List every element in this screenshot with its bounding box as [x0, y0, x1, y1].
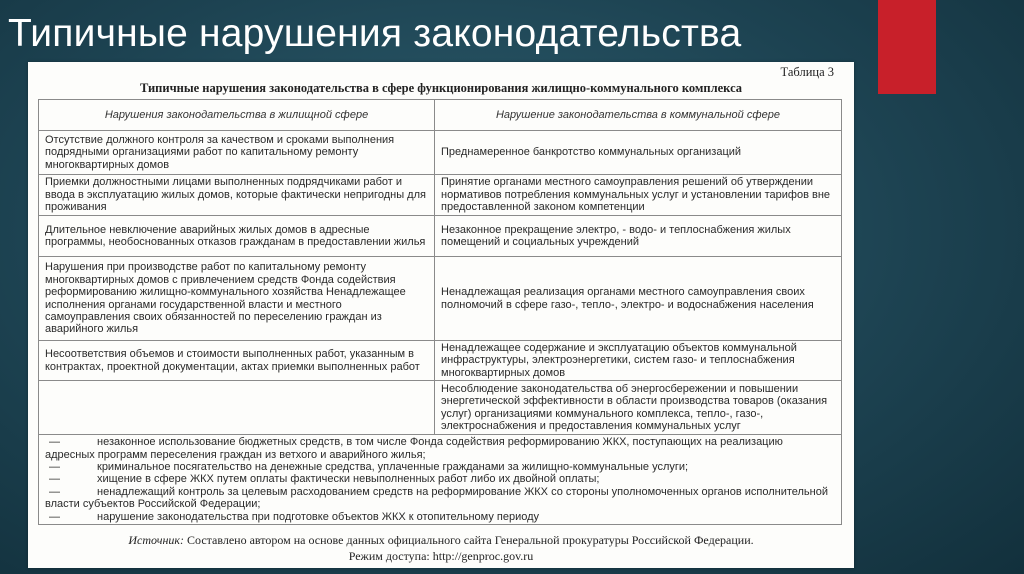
bullet-row — [39, 435, 842, 525]
dash-marker: — — [49, 485, 60, 498]
housing-violation-cell — [39, 381, 435, 435]
bullet-text: незаконное использование бюджетных средств, в том числе Фонда содействия реформированию ЖКХ, поступающих на реализацию адресных программ переселения граждан из ветхого и аварийного жилья; — [45, 436, 783, 461]
bullet-list-cell — [39, 435, 842, 525]
dash-marker: — — [49, 436, 60, 449]
red-accent-bar — [878, 0, 936, 94]
dash-marker: — — [49, 461, 60, 474]
housing-violation-cell: Длительное невключение аварийных жилых домов в адресные программы, необоснованных отказов гражданам в предоставлении жилья — [39, 216, 435, 257]
table-number: Таблица 3 — [780, 65, 834, 79]
document-scan — [28, 62, 854, 568]
housing-violation-cell: Нарушения при производстве работ по капитальному ремонту многоквартирных домов с привлечением средств Фонда содействия реформированию жилищно-коммунального хозяйства Ненадлежащее исполнения органами государственной власти и местного самоуправления своих обязанностей по переселению граждан из аварийного жилья — [39, 257, 435, 341]
bullet-item — [45, 461, 835, 473]
bullet-text: криминальное посягательство на денежные средства, уплаченные гражданами за жилищно-коммунальные услуги; — [97, 461, 689, 474]
table-caption: Типичные нарушения законодательства в сфере функционирования жилищно-коммунального комплекса — [139, 81, 743, 95]
housing-violation-cell: Отсутствие должного контроля за качеством и сроками выполнения подрядными организациями работ по капитальному ремонту многоквартирных домов — [39, 131, 435, 175]
table-row — [39, 131, 842, 175]
communal-violation-cell: Несоблюдение законодательства об энергосбережении и повышении энергетической эффективности в области производства товаров (оказания услуг) организациями коммунального комплекса, тепло-, газо-, электроснабжения и предоставления коммунальных услуг — [435, 381, 842, 435]
source-line — [28, 532, 854, 548]
table-header-row — [39, 100, 842, 131]
bullet-text: нарушение законодательства при подготовке объектов ЖКХ к отопительному периоду — [97, 510, 540, 523]
dash-marker: — — [49, 473, 60, 486]
housing-violation-cell: Приемки должностными лицами выполненных подрядчиками работ и ввода в эксплуатацию жилых домов, которые фактически непригодны для проживания — [39, 175, 435, 216]
bullet-item — [45, 436, 835, 461]
bullet-text: хищение в сфере ЖКХ путем оплаты фактически невыполненных работ либо их двойной оплаты; — [97, 473, 600, 486]
table-row — [39, 175, 842, 216]
bullet-item — [45, 486, 835, 511]
communal-violation-cell: Ненадлежащая реализация органами местного самоуправления своих полномочий в сфере газо-, тепло-, электро- и водоснабжения населения — [435, 257, 842, 341]
housing-violation-cell: Несоответствия объемов и стоимости выполненных работ, указанным в контрактах, проектной документации, актах приемки выполненных работ — [39, 341, 435, 381]
communal-violation-cell: Преднамеренное банкротство коммунальных организаций — [435, 131, 842, 175]
source-text: Составлено автором на основе данных официального сайта Генеральной прокуратуры Российской Федерации. — [187, 533, 754, 547]
communal-violation-cell: Ненадлежащее содержание и эксплуатацию объектов коммунальной инфраструктуры, электроэнергетики, систем газо- и теплоснабжения многоквартирных домов — [435, 341, 842, 381]
bullet-text: ненадлежащий контроль за целевым расходованием средств на реформирование ЖКХ со стороны уполномоченных органов исполнительной власти субъектов Российской Федерации; — [45, 485, 829, 511]
source-access: Режим доступа: http://genproc.gov.ru — [348, 549, 534, 563]
source-label: Источник: — [128, 533, 185, 547]
communal-violation-cell: Принятие органами местного самоуправления решений об утверждении нормативов потребления коммунальных услуг и установлении тарифов вне предоставленной законом компетенции — [435, 175, 842, 216]
slide-title: Типичные нарушения законодательства — [8, 12, 742, 55]
table-row — [39, 216, 842, 257]
table-row — [39, 257, 842, 341]
header-communal: Нарушение законодательства в коммунальной сфере — [435, 100, 842, 131]
table-row — [39, 341, 842, 381]
dash-marker: — — [49, 510, 60, 523]
communal-violation-cell: Незаконное прекращение электро, - водо- и теплоснабжения жилых помещений и социальных учреждений — [435, 216, 842, 257]
bullet-item — [45, 511, 835, 523]
table-row — [39, 381, 842, 435]
source-note — [28, 532, 854, 564]
violations-table — [38, 99, 842, 525]
bullet-item — [45, 473, 835, 485]
header-housing: Нарушения законодательства в жилищной сфере — [39, 100, 435, 131]
